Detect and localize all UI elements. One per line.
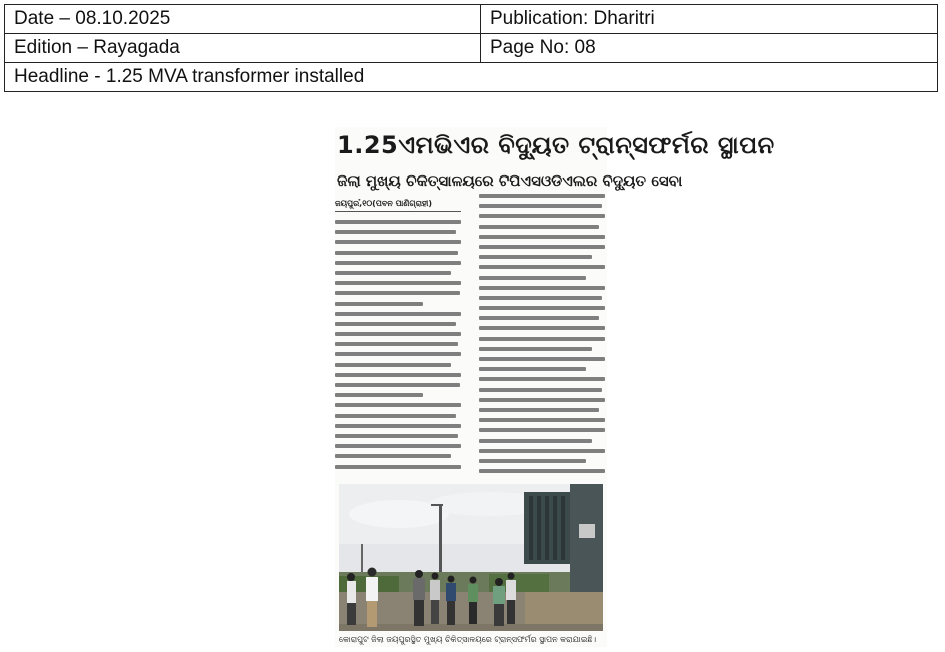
- article-text-line: [479, 347, 592, 351]
- article-text-line: [335, 322, 456, 326]
- article-text-line: [479, 316, 599, 320]
- article-text-line: [335, 424, 461, 428]
- article-text-line: [335, 373, 461, 377]
- article-text-line: [479, 357, 605, 361]
- article-text-line: [479, 337, 605, 341]
- article-text-line: [479, 235, 605, 239]
- article-column-left: [335, 199, 461, 479]
- article-text-line: [479, 408, 599, 412]
- publication-cell: Publication: Dharitri: [481, 5, 938, 34]
- article-text-line: [479, 326, 605, 330]
- clipping-headline: 1.25ଏମଭିଏର ବିଦ୍ୟୁତ ଟ୍ରାନ୍ସଫର୍ମର ସ୍ଥାପନ: [337, 131, 775, 159]
- date-cell: Date – 08.10.2025: [5, 5, 481, 34]
- article-text-line: [479, 428, 605, 432]
- article-text-line: [335, 281, 461, 285]
- article-photo: [339, 484, 603, 631]
- article-text-line: [335, 465, 461, 469]
- page-number-cell: Page No: 08: [481, 34, 938, 63]
- article-text-line: [335, 393, 423, 397]
- article-text-line: [479, 459, 586, 463]
- article-text-line: [479, 398, 605, 402]
- article-text-line: [479, 194, 605, 198]
- article-text-line: [479, 388, 602, 392]
- article-body-text-left: [335, 220, 461, 469]
- article-text-line: [479, 225, 599, 229]
- photo-caption: କୋରାପୁଟ ଜିଲା ଜୟପୁରସ୍ଥିତ ମୁଖ୍ୟ ଚିକିତ୍ସାଳୟରେ ଟ୍ରାନ୍ସଫର୍ମର ସ୍ଥାପନ କରାଯାଇଛି।: [339, 635, 597, 644]
- article-text-line: [479, 418, 605, 422]
- article-text-line: [335, 261, 461, 265]
- article-dateline: ଜୟପୁର,ໍ୧୦(ପବନ ପାଣିଗ୍ରାହୀ): [335, 199, 461, 212]
- article-text-line: [335, 291, 460, 295]
- article-text-line: [479, 245, 605, 249]
- article-text-line: [335, 403, 461, 407]
- article-text-line: [479, 204, 602, 208]
- article-text-line: [335, 414, 456, 418]
- edition-cell: Edition – Rayagada: [5, 34, 481, 63]
- article-text-line: [479, 367, 586, 371]
- article-text-line: [479, 306, 605, 310]
- article-text-line: [335, 342, 458, 346]
- article-text-line: [335, 332, 461, 336]
- article-text-line: [479, 469, 605, 473]
- article-body-text-right: [479, 194, 605, 473]
- article-text-line: [335, 352, 461, 356]
- article-text-line: [479, 255, 592, 259]
- article-text-line: [479, 286, 605, 290]
- article-column-right: [479, 194, 605, 478]
- article-text-line: [335, 220, 461, 224]
- article-text-line: [479, 439, 592, 443]
- article-text-line: [335, 230, 456, 234]
- clipping-subheadline: ଜିଲା ମୁଖ୍ୟ ଚିକିତ୍ସାଳୟରେ ଟିପିଏସଓଡିଏଲର ବିଦ୍ୟୁତ ସେବା: [337, 172, 683, 190]
- article-text-line: [479, 377, 605, 381]
- article-text-line: [335, 454, 451, 458]
- clipping-meta-table: [4, 4, 938, 92]
- article-text-line: [335, 271, 451, 275]
- article-text-line: [335, 434, 458, 438]
- article-text-line: [479, 449, 605, 453]
- article-text-line: [335, 312, 461, 316]
- article-text-line: [335, 383, 460, 387]
- article-text-line: [335, 363, 451, 367]
- article-text-line: [335, 251, 458, 255]
- article-text-line: [335, 240, 461, 244]
- article-text-line: [479, 276, 586, 280]
- headline-cell: Headline - 1.25 MVA transformer installed: [5, 63, 938, 92]
- newspaper-clipping: [335, 127, 775, 647]
- article-text-line: [335, 444, 461, 448]
- article-text-line: [479, 214, 605, 218]
- article-text-line: [479, 265, 605, 269]
- article-text-line: [479, 296, 602, 300]
- article-text-line: [335, 302, 423, 306]
